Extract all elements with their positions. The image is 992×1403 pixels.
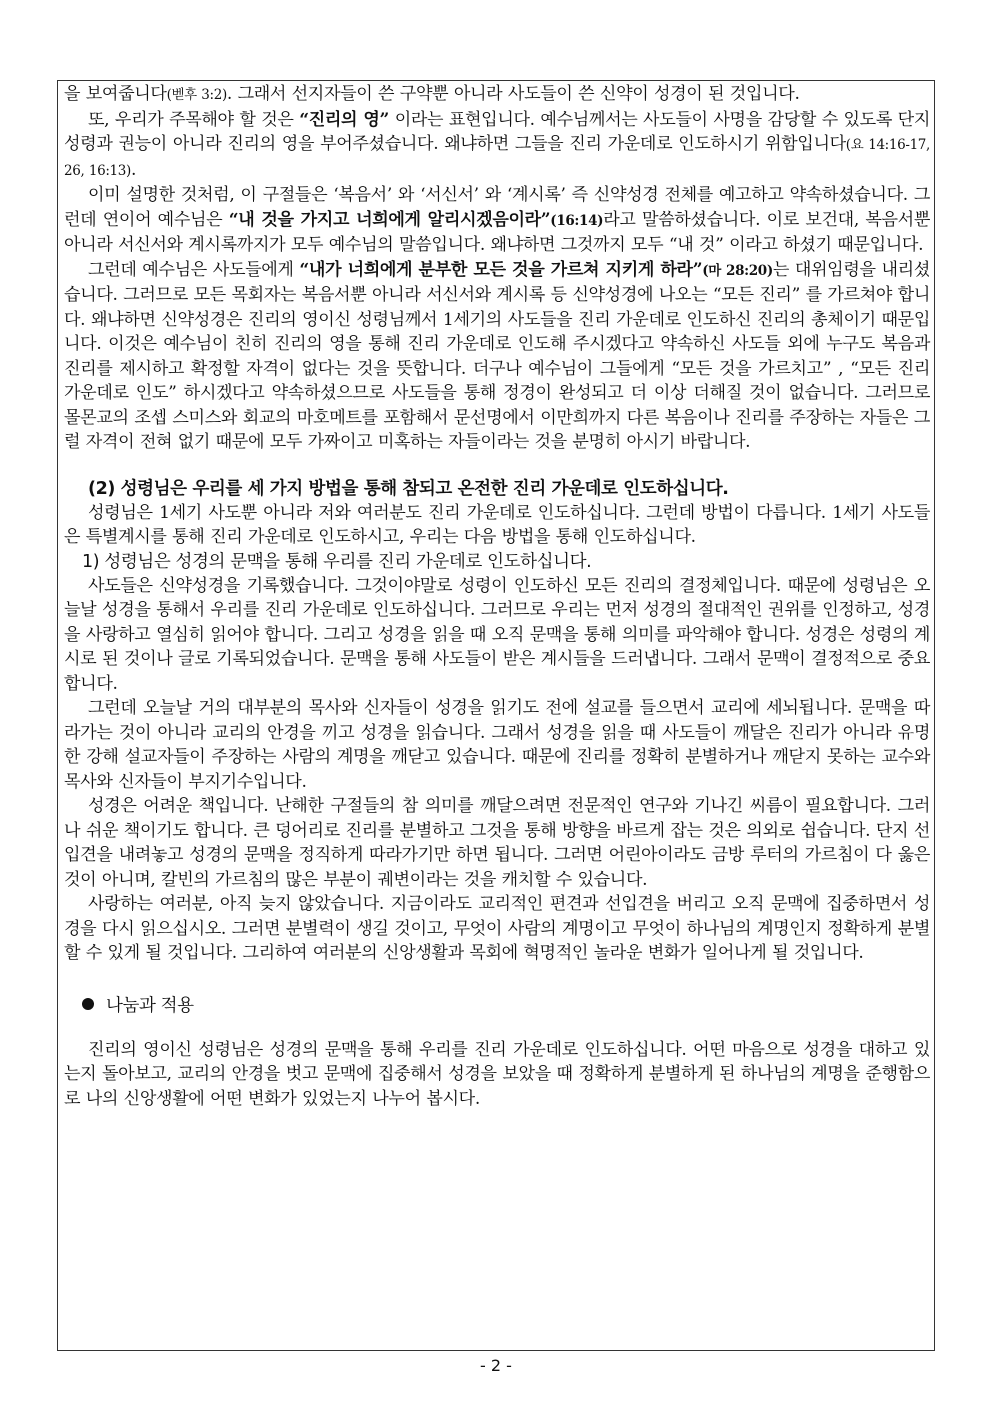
paragraph-6: 사도들은 신약성경을 기록했습니다. 그것이야말로 성령이 인도하신 모든 진리의 결정체입니다. 때문에 성령님은 오늘날 성경을 통해서 우리를 진리 가운데로 인도하십니다. 그러므로 우리는 먼저 성경의 절대적인 권위를 인정하고, 성경을 사랑하고 열심히 읽어야 합니다. 그리고 성경을 읽을 때 오직 문맥을 통해 의미를 파악해야 합니다. 성경은 성령의 계시로 된 것이나 글로 기록되었습니다. 문맥을 통해 사도들이 받은 계시들을 드러냅니다. 그래서 문맥이 결정적으로 중요합니다.: [64, 575, 930, 694]
paragraph-5: 성령님은 1세기 사도뿐 아니라 저와 여러분도 진리 가운데로 인도하십니다. 그런데 방법이 다릅니다. 1세기 사도들은 특별계시를 통해 진리 가운데로 인도하시고, 우리는 다음 방법을 통해 인도하십니다.: [64, 502, 930, 547]
paragraph-7: 그런데 오늘날 거의 대부분의 목사와 신자들이 성경을 읽기도 전에 설교를 들으면서 교리에 세뇌됩니다. 문맥을 따라가는 것이 아니라 교리의 안경을 끼고 성경을 읽습니다. 그래서 성경을 읽을 때 사도들이 깨달은 진리가 아니라 유명한 강해 설교자들이 주장하는 사람의 계명을 깨닫고 있습니다. 때문에 진리를 정확히 분별하거나 깨닫지 못하는 교수와 목사와 신자들이 부지기수입니다.: [64, 698, 930, 792]
scripture-ref: (16:14): [550, 212, 604, 229]
text: 또, 우리가 주목해야 할 것은: [88, 109, 300, 130]
scripture-ref: (마 28:20): [702, 262, 773, 279]
page-number: - 2 -: [480, 1356, 512, 1375]
paragraph-4: [64, 258, 930, 455]
text: 는 대위임령을 내리셨습니다. 그러므로 모든 목회자는 복음서뿐 아니라 서신서와 계시록 등 신약성경에 나오는 “모든 진리” 를 가르쳐야 합니다. 왜냐하면 신약성경은 진리의 영이신 성령님께서 1세기의 사도들을 진리 가운데로 인도하신 진리의 총체이기 때문입니다. 이것은 예수님이 친히 진리의 영을 통해 진리 가운데로 인도해 주시겠다고 약속하신 사도들 외에 누구도 복음과 진리를 제시하고 확정할 자격이 없다는 것을 뜻합니다. 더구나 예수님이 그들에게 “모든 것을 가르치고” , “모든 진리 가운데로 인도” 하시겠다고 약속하셨으므로 사도들을 통해 정경이 완성되고 더 이상 더해질 것이 없습니다. 그러므로 몰몬교의 조셉 스미스와 회교의 마호메트를 포함해서 문선명에서 이만희까지 다른 복음이나 진리를 주장하는 자들은 그럴 자격이 전혀 없기 때문에 모두 가짜이고 미혹하는 자들이라는 것을 분명히 아시기 바랍니다.: [64, 259, 930, 452]
text: . 그래서 선지자들이 쓴 구약뿐 아니라 사도들이 쓴 신약이 성경이 된 것입니다.: [226, 84, 800, 104]
paragraph-3: [64, 183, 930, 258]
text: 라고 말씀하셨습니다. 이로 보건대, 복음서뿐 아니라 서신서와 계시록까지가 모두 예수님의 말씀입니다. 왜냐하면 그것까지 모두 “내 것” 이라고 하셨기 때문입니다.: [64, 209, 931, 255]
text: 그런데 예수님은 사도들에게: [88, 259, 300, 280]
filled-circle-icon: [82, 998, 94, 1010]
emphasis: “진리의 영”: [299, 109, 390, 130]
sharing-heading: [64, 994, 930, 1018]
text: 이라는 표현입니다. 예수님께서는 사도들이 사명을 감당할 수 있도록 단지 성령과 권능이 아니라 진리의 영을 부어주셨습니다. 왜냐하면 그들을 진리 가운데로 인도하시기 위함입니다: [64, 109, 931, 154]
spacer: [64, 1018, 930, 1038]
emphasis: “내 것을 가지고 너희에게 알리시겠음이라”: [228, 209, 551, 230]
text: 을 보여줍니다: [64, 84, 167, 104]
text: .: [130, 159, 137, 180]
scripture-ref: (요 14:16-17, 26, 16:13): [64, 137, 930, 179]
spacer: [64, 966, 930, 994]
section-heading: (2) 성령님은 우리를 세 가지 방법을 통해 참되고 온전한 진리 가운데로 인도하십니다.: [88, 478, 729, 499]
sharing-heading-label: 나눔과 적용: [106, 995, 194, 1016]
paragraph-2: [64, 108, 930, 184]
paragraph-10: 진리의 영이신 성령님은 성경의 문맥을 통해 우리를 진리 가운데로 인도하십니다. 어떤 마음으로 성경을 대하고 있는지 돌아보고, 교리의 안경을 벗고 문맥에 집중해서 성경을 보았을 때 정확하게 분별하게 된 하나님의 계명을 준행함으로 나의 신앙생활에 어떤 변화가 있었는지 나누어 봅시다.: [64, 1039, 930, 1109]
spacer: [64, 455, 930, 477]
subsection-heading: 1) 성령님은 성경의 문맥을 통해 우리를 진리 가운데로 인도하십니다.: [82, 551, 592, 572]
text: 이미 설명한 것처럼, 이 구절들은 ‘복음서’ 와 ‘서신서’ 와 ‘계시록’ 즉 신약성경 전체를 예고하고 약속하셨습니다. 그런데 연이어 예수님은: [64, 185, 930, 230]
paragraph-1: [64, 82, 930, 108]
document-body: [64, 82, 930, 1111]
emphasis: “내가 너희에게 분부한 모든 것을 가르쳐 지키게 하라”: [299, 259, 703, 280]
paragraph-9: 사랑하는 여러분, 아직 늦지 않았습니다. 지금이라도 교리적인 편견과 선입견을 버리고 오직 문맥에 집중하면서 성경을 다시 읽으십시오. 그러면 분별력이 생길 것이고, 무엇이 사람의 계명이고 무엇이 하나님의 계명인지 정확하게 분별할 수 있게 될 것입니다. 그리하여 여러분의 신앙생활과 목회에 혁명적인 놀라운 변화가 일어나게 될 것입니다.: [64, 894, 930, 963]
paragraph-8: 성경은 어려운 책입니다. 난해한 구절들의 참 의미를 깨달으려면 전문적인 연구와 기나긴 씨름이 필요합니다. 그러나 쉬운 책이기도 합니다. 큰 덩어리로 진리를 분별하고 그것을 통해 방향을 바르게 잡는 것은 의외로 쉽습니다. 단지 선입견을 내려놓고 성경의 문맥을 정직하게 따라가기만 하면 됩니다. 그러면 어린아이라도 금방 루터의 가르침이 다 옳은 것이 아니며, 칼빈의 가르침의 많은 부분이 궤변이라는 것을 캐치할 수 있습니다.: [64, 796, 930, 890]
scripture-ref: (벧후 3:2): [166, 87, 227, 103]
